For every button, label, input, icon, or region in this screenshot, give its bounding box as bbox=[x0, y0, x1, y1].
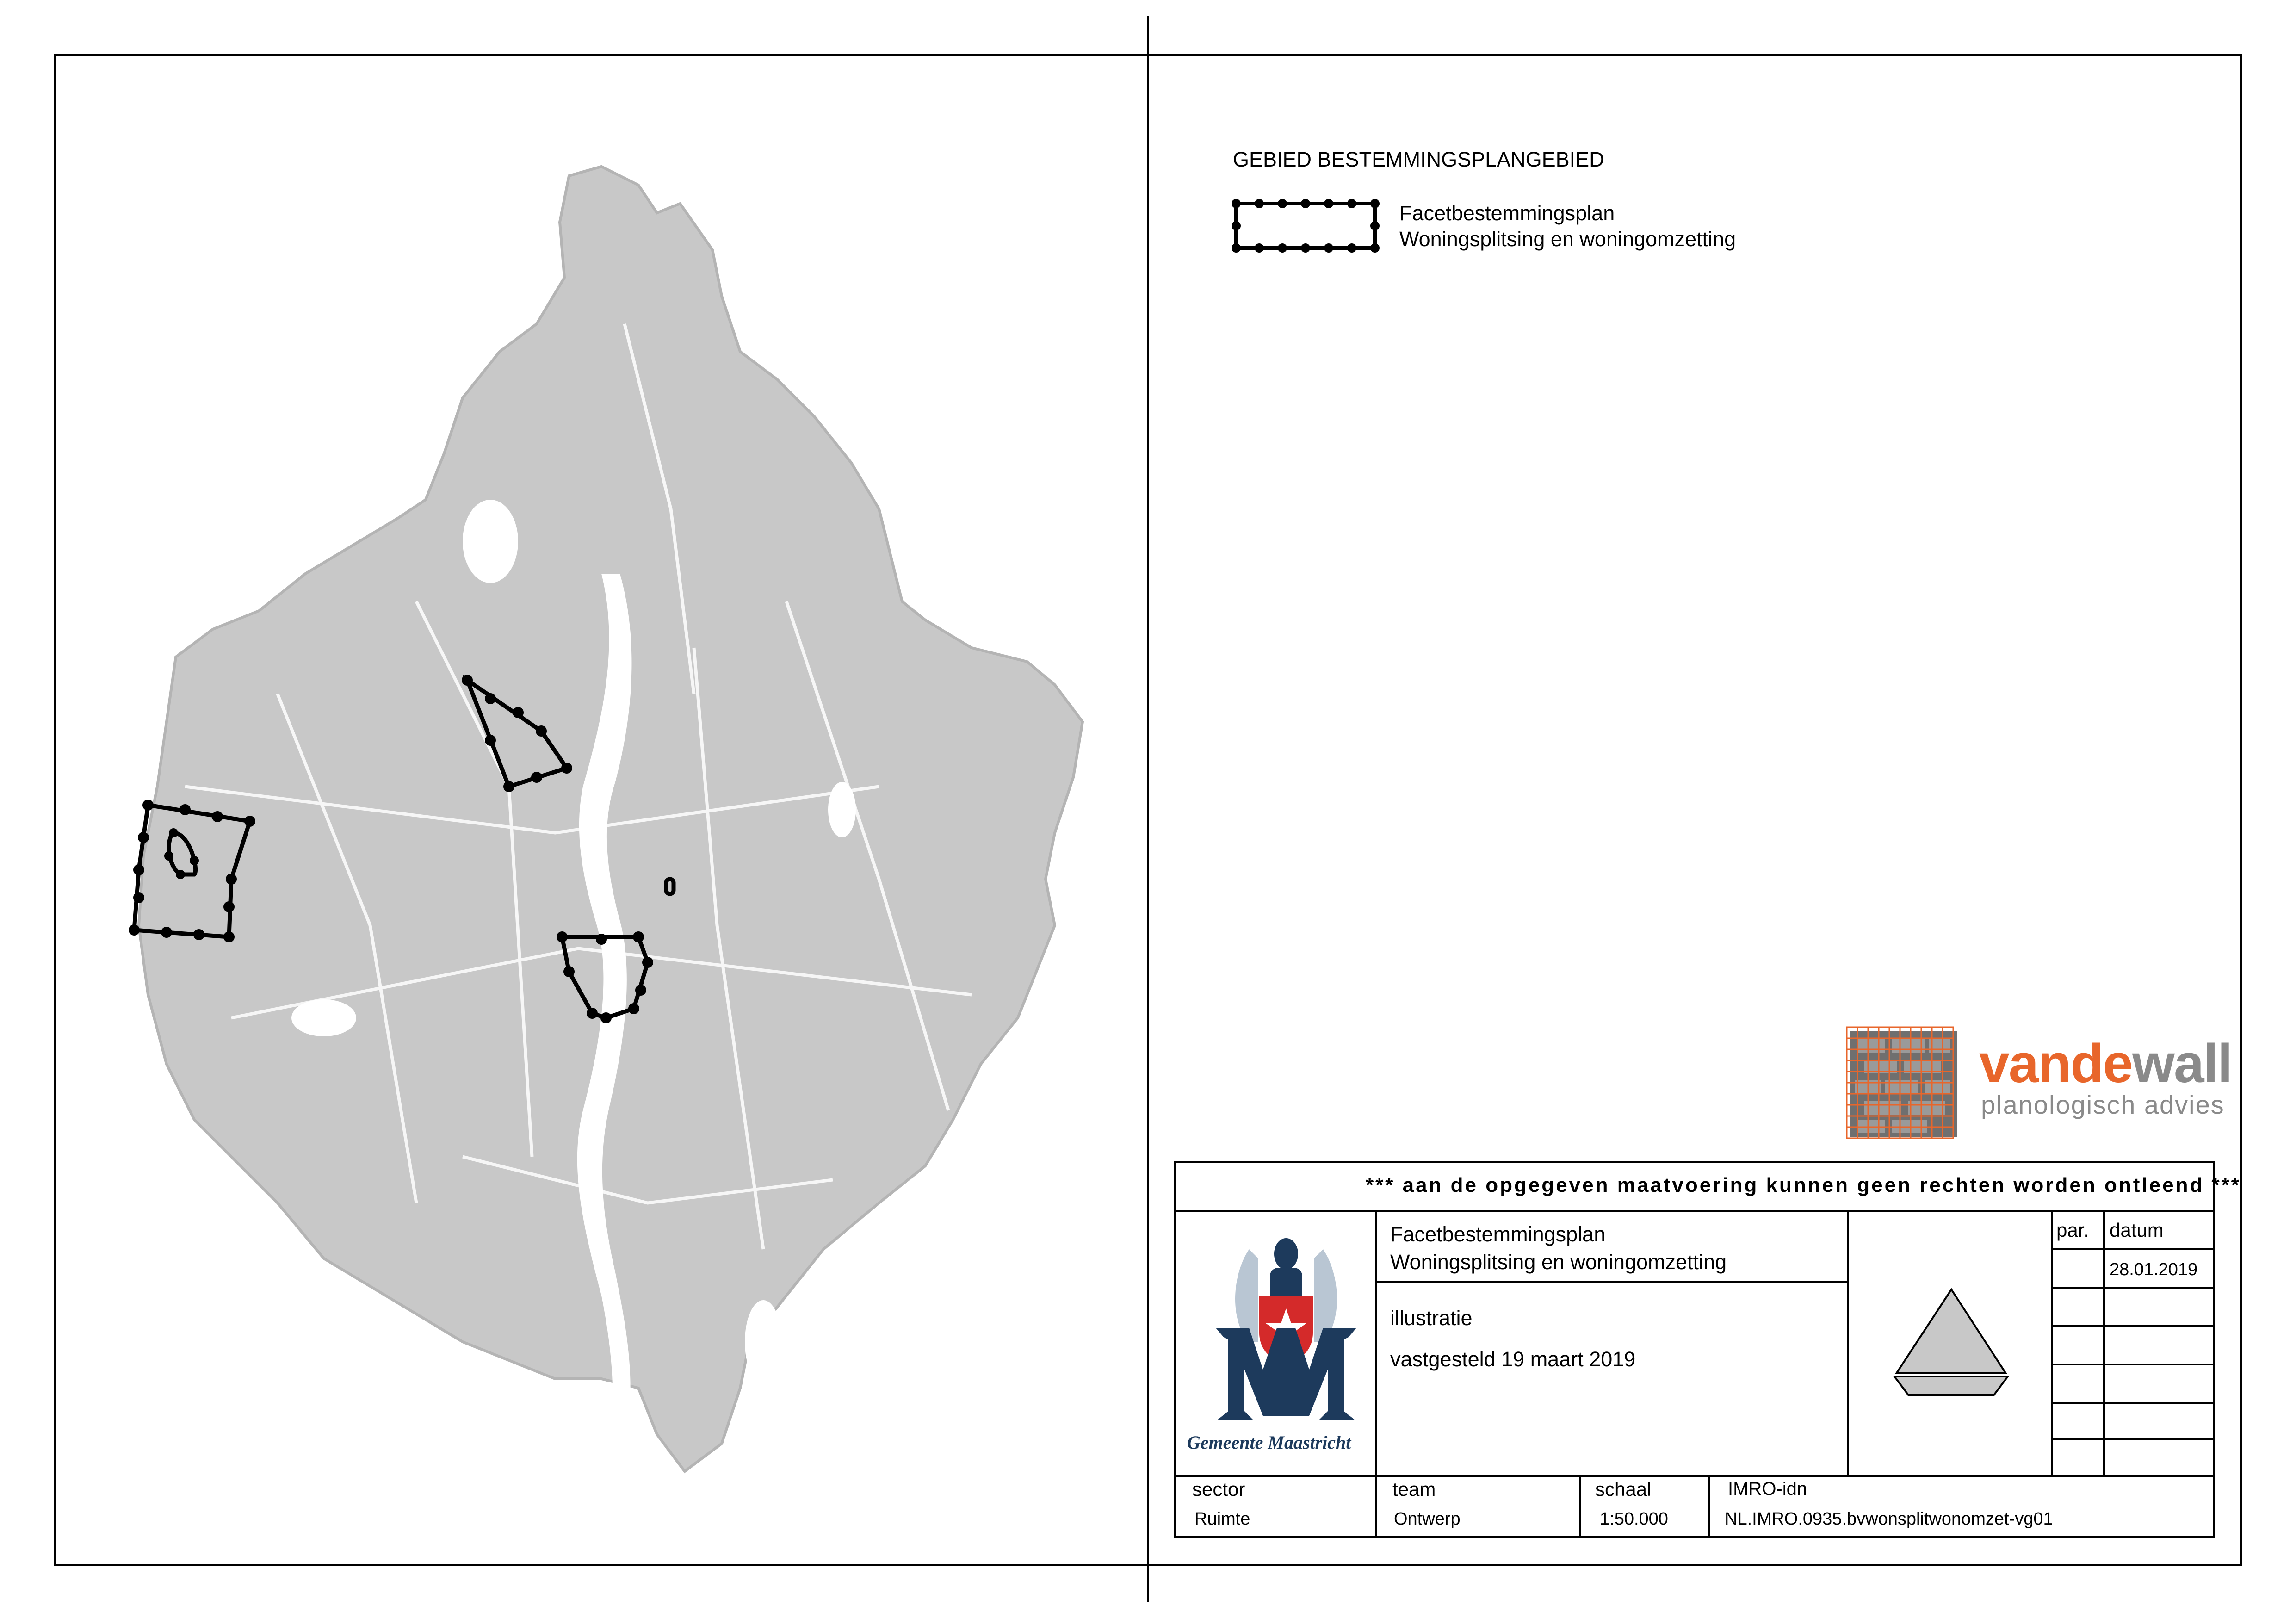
vertex bbox=[133, 892, 144, 903]
vertex bbox=[642, 957, 653, 968]
plan-title-line1: Facetbestemmingsplan bbox=[1390, 1222, 1606, 1246]
vertex bbox=[223, 931, 235, 942]
vertex bbox=[190, 856, 199, 865]
vertex bbox=[193, 929, 204, 940]
municipality-name: Gemeente Maastricht bbox=[1187, 1432, 1351, 1453]
vertex bbox=[485, 693, 496, 704]
vertex bbox=[587, 1008, 598, 1019]
vertex bbox=[635, 985, 646, 996]
vertex bbox=[142, 800, 154, 811]
legend-symbol bbox=[1232, 199, 1380, 253]
vertex bbox=[503, 781, 514, 792]
schaal-label: schaal bbox=[1595, 1478, 1652, 1500]
disclaimer-text: *** aan de opgegeven maatvoering kunnen geen rechten worden ontleend *** bbox=[1366, 1174, 2241, 1196]
vertex bbox=[133, 864, 144, 875]
datum-label: datum bbox=[2110, 1219, 2164, 1241]
plan-title-line2: Woningsplitsing en woningomzetting bbox=[1390, 1250, 1727, 1274]
legend-item-line1: Facetbestemmingsplan bbox=[1399, 201, 1615, 225]
sector-value: Ruimte bbox=[1194, 1509, 1250, 1529]
vertex bbox=[176, 870, 185, 879]
schaal-value: 1:50.000 bbox=[1600, 1509, 1668, 1529]
drawing-status: vastgesteld 19 maart 2019 bbox=[1390, 1347, 1636, 1371]
vandewall-name-part2: wall bbox=[2132, 1033, 2232, 1094]
vertex bbox=[561, 763, 572, 774]
vertex bbox=[179, 804, 191, 815]
legend-item-line2: Woningsplitsing en woningomzetting bbox=[1399, 227, 1736, 251]
vertex bbox=[212, 811, 223, 822]
vertex bbox=[462, 675, 473, 686]
vertex bbox=[513, 707, 524, 718]
imro-value: NL.IMRO.0935.bvwonsplitwonomzet-vg01 bbox=[1725, 1509, 2053, 1529]
north-arrow-icon bbox=[1894, 1289, 2008, 1395]
vertex bbox=[169, 828, 178, 837]
vandewall-tagline: planologisch advies bbox=[1981, 1090, 2225, 1119]
open-area bbox=[745, 1300, 782, 1383]
vertex bbox=[531, 772, 542, 783]
datum-value: 28.01.2019 bbox=[2110, 1260, 2198, 1279]
legend-heading: GEBIED BESTEMMINGSPLANGEBIED bbox=[1233, 148, 1604, 171]
team-label: team bbox=[1392, 1478, 1436, 1500]
vandewall-logo-mark bbox=[1847, 1027, 1957, 1138]
vertex bbox=[596, 934, 607, 945]
vertex bbox=[563, 966, 575, 977]
city-map bbox=[139, 167, 1083, 1471]
vertex bbox=[633, 931, 644, 942]
vertex bbox=[138, 832, 149, 843]
vertex bbox=[244, 816, 255, 827]
vertex bbox=[129, 924, 140, 936]
open-area bbox=[463, 500, 518, 583]
vertex bbox=[536, 725, 547, 737]
vertex bbox=[161, 927, 172, 938]
vertex bbox=[557, 931, 568, 942]
vertex bbox=[628, 1003, 639, 1014]
drawing-kind: illustratie bbox=[1390, 1306, 1473, 1330]
vertex bbox=[600, 1012, 612, 1023]
vertex bbox=[226, 874, 237, 885]
vandewall-logo-text bbox=[1979, 1033, 2232, 1094]
par-label: par. bbox=[2056, 1219, 2089, 1241]
maastricht-crest-icon bbox=[1216, 1238, 1356, 1420]
vandewall-name-part1: vande bbox=[1979, 1033, 2133, 1094]
vertex bbox=[164, 851, 173, 861]
vertex bbox=[485, 735, 496, 746]
sector-label: sector bbox=[1192, 1478, 1245, 1500]
vertex bbox=[223, 901, 235, 912]
team-value: Ontwerp bbox=[1394, 1509, 1461, 1529]
imro-label: IMRO-idn bbox=[1728, 1479, 1807, 1499]
